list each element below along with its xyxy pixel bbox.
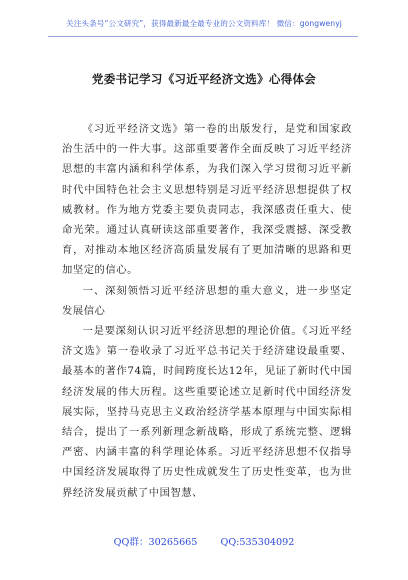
header-banner: 关注头条号“公文研究”，获得最新最全最专业的公文资料库！ 微信：gongwenyj <box>66 19 342 28</box>
paragraph-point-one: 一是要深刻认识习近平经济思想的理论价值。《习近平经济文选》第一卷收录了习近平总书记关于经济建设最重要、最基本的著作74篇，时间跨度长达12年，见证了新时代中国经济发展的伟大历程。这些重要论述立足新时代中国经济发展实际，坚持马克思主义政治经济学基本原理与中国实际相结合，提出了一系列新理念新战略，形成了系统完整、逻辑严密、内涵丰富的科学理论体系。习近平经济思想不仅指导中国经济发展取得了历史性成就发生了历史性变革，也为世界经济发展贡献了中国智慧、 <box>62 325 352 499</box>
footer-qq-number: QQ:535304092 <box>220 537 295 548</box>
footer-contact <box>0 534 408 548</box>
paragraph-section-heading: 一、深刻领悟习近平经济思想的重大意义，进一步坚定发展信心 <box>62 284 352 317</box>
document-body <box>62 119 352 503</box>
document-title: 党委书记学习《习近平经济文选》心得体会 <box>91 72 317 86</box>
paragraph-intro: 《习近平经济文选》第一卷的出版发行，是党和国家政治生活中的一件大事。这部重要著作全面反映了习近平经济思想的丰富内涵和科学体系，为我们深入学习贯彻习近平新时代中国特色社会主义思想特别是习近平经济思想提供了权威教材。作为地方党委主要负责同志，我深感责任重大、使命光荣。通过认真研读这部重要著作，我深受震撼、深受教育，对推动本地区经济高质量发展有了更加清晰的思路和更加坚定的信心。 <box>62 123 352 277</box>
header-divider <box>48 36 358 37</box>
footer-qq-group: QQ群：30265665 <box>113 537 198 548</box>
